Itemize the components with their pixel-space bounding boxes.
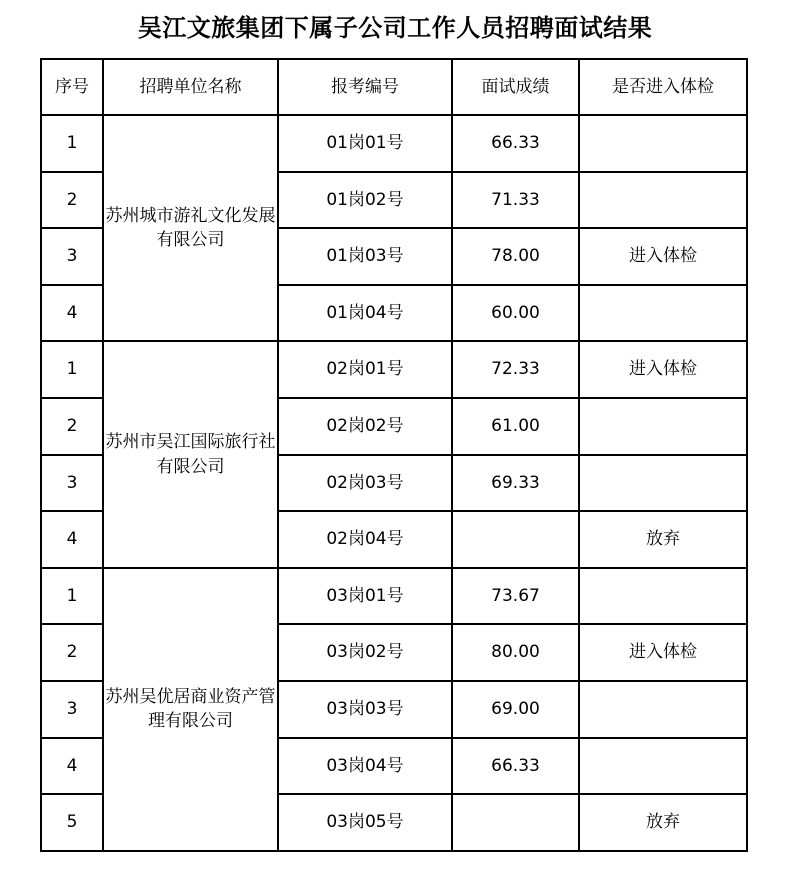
score-cell: 72.33: [452, 341, 579, 398]
score-cell: [452, 511, 579, 568]
score-cell: 69.00: [452, 681, 579, 738]
recruiting-unit-cell: 苏州城市游礼文化发展有限公司: [103, 115, 278, 341]
physical-exam-status-cell: [579, 738, 747, 795]
table-header: [41, 59, 747, 115]
physical-exam-status-cell: 进入体检: [579, 228, 747, 285]
exam-id-cell: 02岗03号: [278, 455, 452, 512]
header-row: [41, 59, 747, 115]
score-cell: [452, 794, 579, 851]
exam-id-cell: 03岗02号: [278, 624, 452, 681]
exam-id-cell: 03岗04号: [278, 738, 452, 795]
score-cell: 71.33: [452, 172, 579, 229]
recruiting-unit-cell: 苏州市吴江国际旅行社有限公司: [103, 341, 278, 567]
score-cell: 61.00: [452, 398, 579, 455]
row-number-cell: 5: [41, 794, 103, 851]
physical-exam-status-cell: [579, 568, 747, 625]
physical-exam-status-cell: 放弃: [579, 794, 747, 851]
header-no: 序号: [41, 59, 103, 115]
exam-id-cell: 01岗04号: [278, 285, 452, 342]
exam-id-cell: 03岗01号: [278, 568, 452, 625]
physical-exam-status-cell: [579, 398, 747, 455]
page-title: 吴江文旅集团下属子公司工作人员招聘面试结果: [137, 14, 653, 42]
row-number-cell: 1: [41, 115, 103, 172]
physical-exam-status-cell: [579, 172, 747, 229]
row-number-cell: 4: [41, 738, 103, 795]
exam-id-cell: 02岗02号: [278, 398, 452, 455]
table-row: [41, 341, 747, 398]
row-number-cell: 1: [41, 568, 103, 625]
header-score: 面试成绩: [452, 59, 579, 115]
score-cell: 80.00: [452, 624, 579, 681]
row-number-cell: 3: [41, 228, 103, 285]
row-number-cell: 2: [41, 172, 103, 229]
physical-exam-status-cell: [579, 455, 747, 512]
score-cell: 66.33: [452, 115, 579, 172]
physical-exam-status-cell: [579, 285, 747, 342]
row-number-cell: 1: [41, 341, 103, 398]
exam-id-cell: 01岗03号: [278, 228, 452, 285]
row-number-cell: 3: [41, 681, 103, 738]
table-row: [41, 115, 747, 172]
row-number-cell: 4: [41, 285, 103, 342]
exam-id-cell: 01岗01号: [278, 115, 452, 172]
physical-exam-status-cell: [579, 681, 747, 738]
physical-exam-status-cell: 放弃: [579, 511, 747, 568]
score-cell: 78.00: [452, 228, 579, 285]
score-cell: 66.33: [452, 738, 579, 795]
score-cell: 60.00: [452, 285, 579, 342]
exam-id-cell: 02岗01号: [278, 341, 452, 398]
score-cell: 73.67: [452, 568, 579, 625]
row-number-cell: 3: [41, 455, 103, 512]
table-row: [41, 568, 747, 625]
row-number-cell: 4: [41, 511, 103, 568]
physical-exam-status-cell: 进入体检: [579, 341, 747, 398]
row-number-cell: 2: [41, 398, 103, 455]
exam-id-cell: 03岗05号: [278, 794, 452, 851]
header-physical-exam: 是否进入体检: [579, 59, 747, 115]
physical-exam-status-cell: 进入体检: [579, 624, 747, 681]
score-cell: 69.33: [452, 455, 579, 512]
table-body: [41, 115, 747, 851]
recruiting-unit-cell: 苏州吴优居商业资产管理有限公司: [103, 568, 278, 851]
header-unit: 招聘单位名称: [103, 59, 278, 115]
physical-exam-status-cell: [579, 115, 747, 172]
exam-id-cell: 03岗03号: [278, 681, 452, 738]
header-exam-id: 报考编号: [278, 59, 452, 115]
row-number-cell: 2: [41, 624, 103, 681]
exam-id-cell: 02岗04号: [278, 511, 452, 568]
results-table: [40, 58, 748, 852]
exam-id-cell: 01岗02号: [278, 172, 452, 229]
